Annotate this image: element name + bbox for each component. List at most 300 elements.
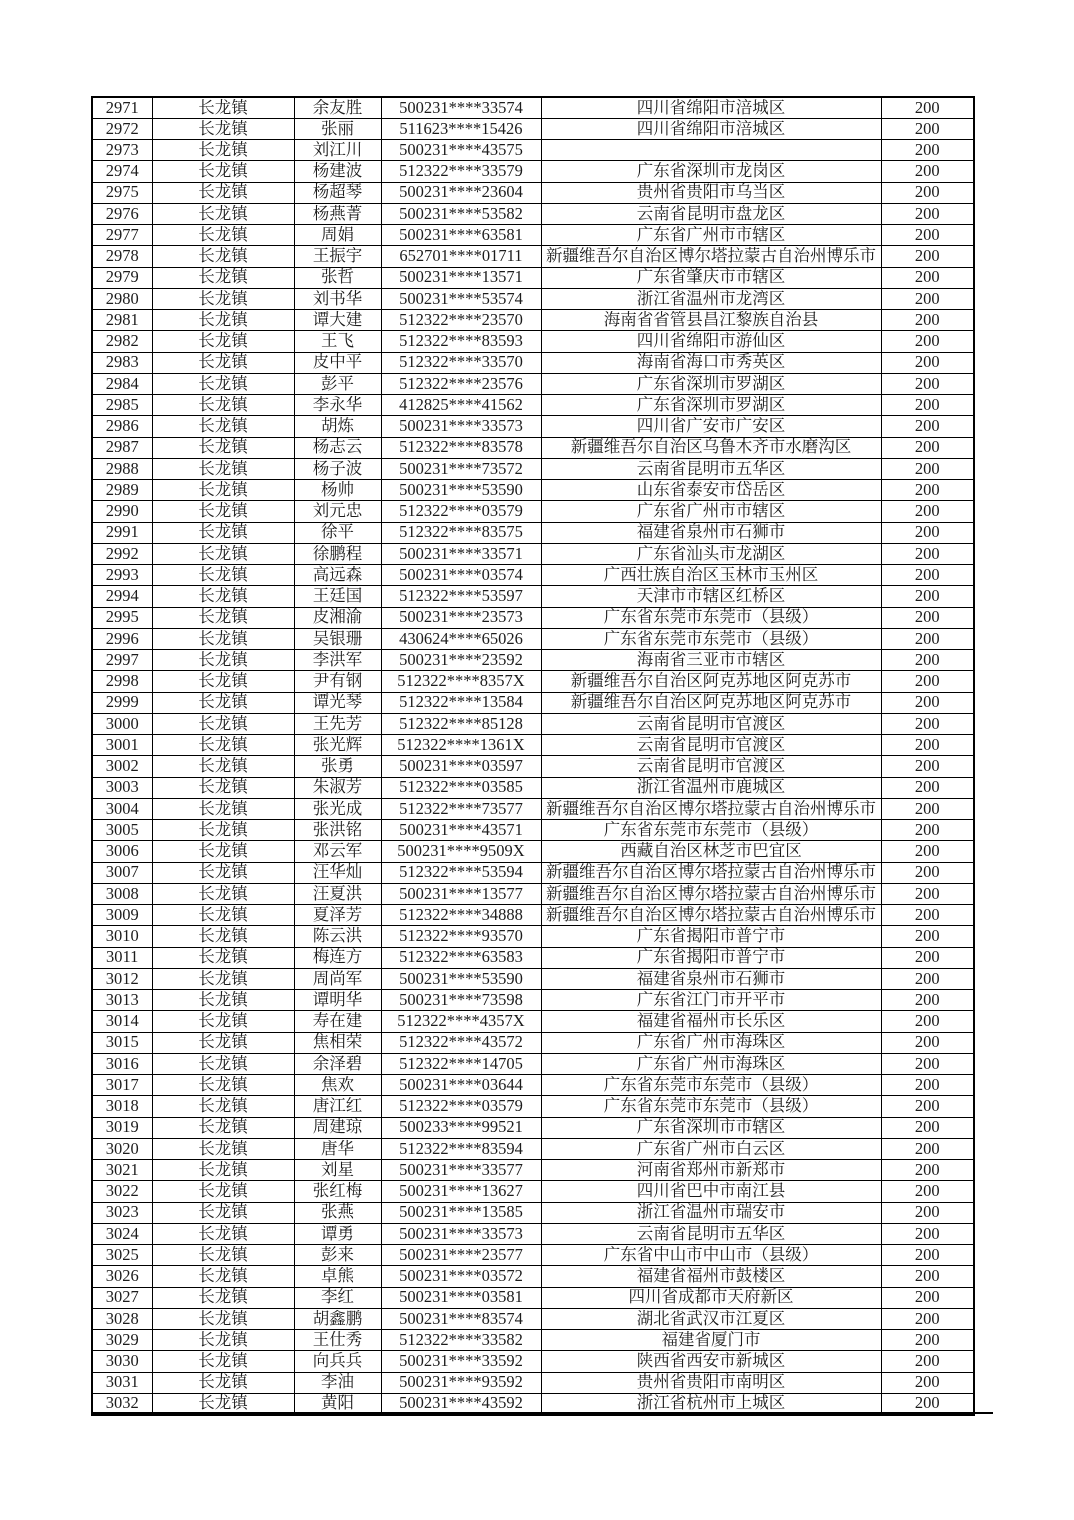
cell-row-number: 3009: [92, 905, 152, 926]
table-row: [92, 161, 974, 182]
cell-person-name: 黄阳: [294, 1393, 381, 1414]
cell-town: 长龙镇: [152, 161, 294, 182]
cell-person-name: 王飞: [294, 331, 381, 352]
table-row: [92, 1308, 974, 1329]
cell-row-number: 3002: [92, 756, 152, 777]
cell-amount: 200: [881, 968, 974, 989]
cell-id-number: 512322****23570: [381, 310, 541, 331]
cell-person-name: 王仕秀: [294, 1330, 381, 1351]
roster-table-body: [92, 97, 974, 1415]
cell-row-number: 2987: [92, 437, 152, 458]
cell-person-name: 高远森: [294, 565, 381, 586]
cell-person-name: 王廷国: [294, 586, 381, 607]
cell-id-number: 512322****93570: [381, 926, 541, 947]
cell-person-name: 汪夏洪: [294, 883, 381, 904]
cell-town: 长龙镇: [152, 1266, 294, 1287]
cell-town: 长龙镇: [152, 1160, 294, 1181]
cell-region: 广西壮族自治区玉林市玉州区: [541, 565, 881, 586]
cell-person-name: 胡鑫鹏: [294, 1308, 381, 1329]
table-row: [92, 628, 974, 649]
cell-region: 浙江省温州市龙湾区: [541, 288, 881, 309]
cell-town: 长龙镇: [152, 926, 294, 947]
cell-region: 云南省昆明市官渡区: [541, 756, 881, 777]
cell-amount: 200: [881, 267, 974, 288]
cell-town: 长龙镇: [152, 1308, 294, 1329]
cell-id-number: 500231****23604: [381, 182, 541, 203]
cell-person-name: 刘书华: [294, 288, 381, 309]
cell-amount: 200: [881, 331, 974, 352]
cell-row-number: 3031: [92, 1372, 152, 1393]
cell-amount: 200: [881, 692, 974, 713]
cell-amount: 200: [881, 182, 974, 203]
table-row: [92, 650, 974, 671]
cell-region: 天津市市辖区红桥区: [541, 586, 881, 607]
table-row: [92, 862, 974, 883]
table-row: [92, 203, 974, 224]
cell-region: 四川省巴中市南江县: [541, 1181, 881, 1202]
cell-id-number: 512322****83575: [381, 522, 541, 543]
cell-region: 云南省昆明市盘龙区: [541, 203, 881, 224]
cell-id-number: 500231****33592: [381, 1351, 541, 1372]
cell-person-name: 焦欢: [294, 1075, 381, 1096]
table-row: [92, 820, 974, 841]
cell-id-number: 500231****63581: [381, 225, 541, 246]
cell-amount: 200: [881, 1393, 974, 1414]
cell-person-name: 刘江川: [294, 140, 381, 161]
cell-town: 长龙镇: [152, 373, 294, 394]
cell-id-number: 500231****53590: [381, 480, 541, 501]
cell-amount: 200: [881, 1351, 974, 1372]
table-row: [92, 947, 974, 968]
cell-row-number: 2986: [92, 416, 152, 437]
cell-id-number: 500231****13627: [381, 1181, 541, 1202]
table-row: [92, 288, 974, 309]
table-row: [92, 1245, 974, 1266]
table-row: [92, 458, 974, 479]
cell-amount: 200: [881, 883, 974, 904]
cell-person-name: 刘元忠: [294, 501, 381, 522]
cell-row-number: 3015: [92, 1032, 152, 1053]
table-row: [92, 905, 974, 926]
cell-town: 长龙镇: [152, 1223, 294, 1244]
cell-town: 长龙镇: [152, 777, 294, 798]
cell-row-number: 3003: [92, 777, 152, 798]
cell-row-number: 2997: [92, 650, 152, 671]
cell-amount: 200: [881, 352, 974, 373]
cell-town: 长龙镇: [152, 565, 294, 586]
cell-id-number: 500233****99521: [381, 1117, 541, 1138]
cell-town: 长龙镇: [152, 225, 294, 246]
cell-region: 湖北省武汉市江夏区: [541, 1308, 881, 1329]
cell-person-name: 李永华: [294, 395, 381, 416]
table-row: [92, 1032, 974, 1053]
cell-region: 广东省广州市海珠区: [541, 1053, 881, 1074]
cell-region: 新疆维吾尔自治区博尔塔拉蒙古自治州博乐市: [541, 905, 881, 926]
cell-person-name: 杨子波: [294, 458, 381, 479]
cell-amount: 200: [881, 628, 974, 649]
table-row: [92, 416, 974, 437]
cell-amount: 200: [881, 97, 974, 118]
table-row: [92, 1053, 974, 1074]
cell-id-number: 512322****53597: [381, 586, 541, 607]
cell-region: 广东省深圳市龙岗区: [541, 161, 881, 182]
cell-region: 西藏自治区林芝市巴宜区: [541, 841, 881, 862]
cell-town: 长龙镇: [152, 246, 294, 267]
table-row: [92, 225, 974, 246]
cell-amount: 200: [881, 777, 974, 798]
cell-region: 浙江省杭州市上城区: [541, 1393, 881, 1414]
cell-town: 长龙镇: [152, 905, 294, 926]
table-row: [92, 97, 974, 118]
cell-region: 云南省昆明市官渡区: [541, 713, 881, 734]
cell-amount: 200: [881, 607, 974, 628]
cell-id-number: 500231****83574: [381, 1308, 541, 1329]
cell-id-number: 500231****53574: [381, 288, 541, 309]
table-row: [92, 522, 974, 543]
cell-row-number: 2990: [92, 501, 152, 522]
cell-person-name: 刘星: [294, 1160, 381, 1181]
table-row: [92, 671, 974, 692]
cell-town: 长龙镇: [152, 968, 294, 989]
cell-town: 长龙镇: [152, 182, 294, 203]
cell-person-name: 汪华灿: [294, 862, 381, 883]
cell-region: 福建省厦门市: [541, 1330, 881, 1351]
cell-town: 长龙镇: [152, 1011, 294, 1032]
cell-amount: 200: [881, 458, 974, 479]
cell-row-number: 3016: [92, 1053, 152, 1074]
cell-person-name: 卓熊: [294, 1266, 381, 1287]
cell-town: 长龙镇: [152, 1075, 294, 1096]
cell-id-number: 500231****33577: [381, 1160, 541, 1181]
cell-id-number: 512322****03585: [381, 777, 541, 798]
cell-id-number: 500231****43592: [381, 1393, 541, 1414]
table-row: [92, 140, 974, 161]
cell-id-number: 512322****03579: [381, 501, 541, 522]
table-row: [92, 437, 974, 458]
cell-person-name: 王先芳: [294, 713, 381, 734]
cell-region: 贵州省贵阳市南明区: [541, 1372, 881, 1393]
cell-id-number: 500231****53582: [381, 203, 541, 224]
cell-town: 长龙镇: [152, 1393, 294, 1414]
cell-town: 长龙镇: [152, 352, 294, 373]
table-row: [92, 1075, 974, 1096]
cell-amount: 200: [881, 650, 974, 671]
table-row: [92, 1287, 974, 1308]
cell-amount: 200: [881, 671, 974, 692]
cell-town: 长龙镇: [152, 1181, 294, 1202]
cell-region: 新疆维吾尔自治区阿克苏地区阿克苏市: [541, 671, 881, 692]
cell-id-number: 500231****13585: [381, 1202, 541, 1223]
table-row: [92, 692, 974, 713]
table-row: [92, 798, 974, 819]
cell-row-number: 3000: [92, 713, 152, 734]
cell-person-name: 周娟: [294, 225, 381, 246]
cell-id-number: 500231****13571: [381, 267, 541, 288]
cell-town: 长龙镇: [152, 692, 294, 713]
cell-region: 广东省广州市市辖区: [541, 225, 881, 246]
cell-region: 广东省广州市白云区: [541, 1138, 881, 1159]
cell-person-name: 夏泽芳: [294, 905, 381, 926]
cell-id-number: 652701****01711: [381, 246, 541, 267]
cell-region: 海南省省管县昌江黎族自治县: [541, 310, 881, 331]
table-row: [92, 1202, 974, 1223]
cell-id-number: 512322****14705: [381, 1053, 541, 1074]
cell-region: 四川省广安市广安区: [541, 416, 881, 437]
cell-town: 长龙镇: [152, 310, 294, 331]
cell-region: 新疆维吾尔自治区阿克苏地区阿克苏市: [541, 692, 881, 713]
cell-row-number: 3021: [92, 1160, 152, 1181]
cell-town: 长龙镇: [152, 628, 294, 649]
cell-region: 贵州省贵阳市乌当区: [541, 182, 881, 203]
cell-amount: 200: [881, 990, 974, 1011]
cell-amount: 200: [881, 373, 974, 394]
cell-person-name: 徐平: [294, 522, 381, 543]
cell-region: 四川省绵阳市涪城区: [541, 97, 881, 118]
cell-town: 长龙镇: [152, 990, 294, 1011]
cell-person-name: 余友胜: [294, 97, 381, 118]
cell-town: 长龙镇: [152, 798, 294, 819]
cell-region: 新疆维吾尔自治区博尔塔拉蒙古自治州博乐市: [541, 246, 881, 267]
cell-id-number: 500231****03644: [381, 1075, 541, 1096]
table-row: [92, 883, 974, 904]
cell-amount: 200: [881, 1096, 974, 1117]
cell-id-number: 512322****33570: [381, 352, 541, 373]
cell-town: 长龙镇: [152, 841, 294, 862]
cell-person-name: 谭大建: [294, 310, 381, 331]
cell-person-name: 彭来: [294, 1245, 381, 1266]
cell-id-number: 512322****43572: [381, 1032, 541, 1053]
cell-region: 广东省广州市市辖区: [541, 501, 881, 522]
cell-person-name: 唐江红: [294, 1096, 381, 1117]
cell-region: 云南省昆明市五华区: [541, 1223, 881, 1244]
cell-town: 长龙镇: [152, 1053, 294, 1074]
cell-region: 陕西省西安市新城区: [541, 1351, 881, 1372]
cell-amount: 200: [881, 1266, 974, 1287]
cell-person-name: 王振宇: [294, 246, 381, 267]
cell-region: 广东省汕头市龙湖区: [541, 543, 881, 564]
cell-person-name: 皮湘渝: [294, 607, 381, 628]
cell-person-name: 皮中平: [294, 352, 381, 373]
cell-person-name: 杨建波: [294, 161, 381, 182]
cell-row-number: 2973: [92, 140, 152, 161]
cell-town: 长龙镇: [152, 1287, 294, 1308]
cell-row-number: 2999: [92, 692, 152, 713]
cell-row-number: 3027: [92, 1287, 152, 1308]
cell-row-number: 2993: [92, 565, 152, 586]
cell-amount: 200: [881, 820, 974, 841]
cell-row-number: 3014: [92, 1011, 152, 1032]
cell-town: 长龙镇: [152, 1245, 294, 1266]
cell-person-name: 徐鹏程: [294, 543, 381, 564]
cell-amount: 200: [881, 926, 974, 947]
cell-town: 长龙镇: [152, 650, 294, 671]
cell-person-name: 唐华: [294, 1138, 381, 1159]
cell-row-number: 3026: [92, 1266, 152, 1287]
cell-town: 长龙镇: [152, 140, 294, 161]
table-row: [92, 480, 974, 501]
cell-id-number: 500231****33574: [381, 97, 541, 118]
cell-town: 长龙镇: [152, 416, 294, 437]
cell-amount: 200: [881, 501, 974, 522]
cell-town: 长龙镇: [152, 671, 294, 692]
cell-town: 长龙镇: [152, 1351, 294, 1372]
cell-id-number: 500231****33573: [381, 416, 541, 437]
cell-row-number: 3011: [92, 947, 152, 968]
cell-region: 福建省泉州市石狮市: [541, 968, 881, 989]
cell-region: 广东省揭阳市普宁市: [541, 947, 881, 968]
cell-id-number: 512322****33579: [381, 161, 541, 182]
table-row: [92, 267, 974, 288]
cell-row-number: 2998: [92, 671, 152, 692]
cell-amount: 200: [881, 1223, 974, 1244]
cell-id-number: 511623****15426: [381, 118, 541, 139]
cell-person-name: 周建琼: [294, 1117, 381, 1138]
cell-id-number: 512322****83593: [381, 331, 541, 352]
cell-id-number: 500231****03572: [381, 1266, 541, 1287]
cell-id-number: 512322****23576: [381, 373, 541, 394]
cell-person-name: 李油: [294, 1372, 381, 1393]
cell-region: 河南省郑州市新郑市: [541, 1160, 881, 1181]
cell-town: 长龙镇: [152, 458, 294, 479]
cell-region: 浙江省温州市瑞安市: [541, 1202, 881, 1223]
cell-row-number: 3019: [92, 1117, 152, 1138]
cell-region: 广东省深圳市市辖区: [541, 1117, 881, 1138]
roster-table: [91, 96, 975, 1416]
cell-person-name: 张光辉: [294, 735, 381, 756]
cell-person-name: 李洪军: [294, 650, 381, 671]
cell-row-number: 2977: [92, 225, 152, 246]
cell-row-number: 3018: [92, 1096, 152, 1117]
cell-id-number: 512322****34888: [381, 905, 541, 926]
table-row: [92, 1011, 974, 1032]
cell-region: 广东省东莞市东莞市（县级）: [541, 1096, 881, 1117]
cell-person-name: 张丽: [294, 118, 381, 139]
table-row: [92, 1351, 974, 1372]
table-row: [92, 395, 974, 416]
cell-row-number: 3022: [92, 1181, 152, 1202]
cell-id-number: 512322****53594: [381, 862, 541, 883]
table-row: [92, 1223, 974, 1244]
cell-row-number: 2979: [92, 267, 152, 288]
cell-row-number: 3010: [92, 926, 152, 947]
cell-amount: 200: [881, 1202, 974, 1223]
cell-person-name: 彭平: [294, 373, 381, 394]
cell-region: 新疆维吾尔自治区博尔塔拉蒙古自治州博乐市: [541, 883, 881, 904]
cell-region: 广东省肇庆市市辖区: [541, 267, 881, 288]
cell-id-number: 500231****33571: [381, 543, 541, 564]
cell-row-number: 3025: [92, 1245, 152, 1266]
cell-amount: 200: [881, 437, 974, 458]
cell-amount: 200: [881, 416, 974, 437]
cell-amount: 200: [881, 565, 974, 586]
cell-id-number: 500231****53590: [381, 968, 541, 989]
cell-person-name: 陈云洪: [294, 926, 381, 947]
table-row: [92, 543, 974, 564]
table-row: [92, 1266, 974, 1287]
cell-town: 长龙镇: [152, 883, 294, 904]
table-row: [92, 735, 974, 756]
cell-town: 长龙镇: [152, 267, 294, 288]
cell-town: 长龙镇: [152, 1096, 294, 1117]
cell-person-name: 向兵兵: [294, 1351, 381, 1372]
cell-amount: 200: [881, 1287, 974, 1308]
cell-region: 广东省东莞市东莞市（县级）: [541, 607, 881, 628]
cell-amount: 200: [881, 225, 974, 246]
cell-row-number: 2976: [92, 203, 152, 224]
cell-id-number: 500231****23577: [381, 1245, 541, 1266]
table-row: [92, 968, 974, 989]
cell-row-number: 2988: [92, 458, 152, 479]
cell-id-number: 500231****23573: [381, 607, 541, 628]
table-row: [92, 118, 974, 139]
cell-person-name: 焦相荣: [294, 1032, 381, 1053]
cell-row-number: 2995: [92, 607, 152, 628]
cell-town: 长龙镇: [152, 203, 294, 224]
table-row: [92, 713, 974, 734]
cell-id-number: 500231****23592: [381, 650, 541, 671]
cell-region: 广东省深圳市罗湖区: [541, 395, 881, 416]
table-row: [92, 607, 974, 628]
cell-town: 长龙镇: [152, 288, 294, 309]
table-row: [92, 1160, 974, 1181]
cell-region: 海南省三亚市市辖区: [541, 650, 881, 671]
cell-person-name: 张燕: [294, 1202, 381, 1223]
cell-row-number: 2984: [92, 373, 152, 394]
table-row: [92, 565, 974, 586]
table-row: [92, 777, 974, 798]
cell-amount: 200: [881, 1330, 974, 1351]
table-row: [92, 352, 974, 373]
cell-person-name: 张勇: [294, 756, 381, 777]
table-row: [92, 1096, 974, 1117]
cell-person-name: 梅连方: [294, 947, 381, 968]
table-row: [92, 990, 974, 1011]
cell-amount: 200: [881, 522, 974, 543]
cell-region: 广东省东莞市东莞市（县级）: [541, 1075, 881, 1096]
cell-town: 长龙镇: [152, 480, 294, 501]
cell-person-name: 谭勇: [294, 1223, 381, 1244]
cell-town: 长龙镇: [152, 713, 294, 734]
cell-id-number: 512322****83594: [381, 1138, 541, 1159]
cell-id-number: 512322****63583: [381, 947, 541, 968]
cell-amount: 200: [881, 1372, 974, 1393]
table-row: [92, 501, 974, 522]
cell-region: 浙江省温州市鹿城区: [541, 777, 881, 798]
cell-region: [541, 140, 881, 161]
cell-town: 长龙镇: [152, 118, 294, 139]
table-row: [92, 926, 974, 947]
cell-person-name: 胡炼: [294, 416, 381, 437]
cell-row-number: 3030: [92, 1351, 152, 1372]
cell-person-name: 邓云军: [294, 841, 381, 862]
cell-person-name: 尹有钢: [294, 671, 381, 692]
cell-amount: 200: [881, 1117, 974, 1138]
cell-row-number: 2992: [92, 543, 152, 564]
cell-row-number: 3004: [92, 798, 152, 819]
cell-amount: 200: [881, 543, 974, 564]
cell-row-number: 2996: [92, 628, 152, 649]
cell-amount: 200: [881, 862, 974, 883]
cell-town: 长龙镇: [152, 820, 294, 841]
cell-amount: 200: [881, 203, 974, 224]
cell-person-name: 张哲: [294, 267, 381, 288]
cell-amount: 200: [881, 735, 974, 756]
cell-region: 广东省深圳市罗湖区: [541, 373, 881, 394]
table-row: [92, 756, 974, 777]
cell-person-name: 余泽碧: [294, 1053, 381, 1074]
table-row: [92, 586, 974, 607]
cell-town: 长龙镇: [152, 947, 294, 968]
